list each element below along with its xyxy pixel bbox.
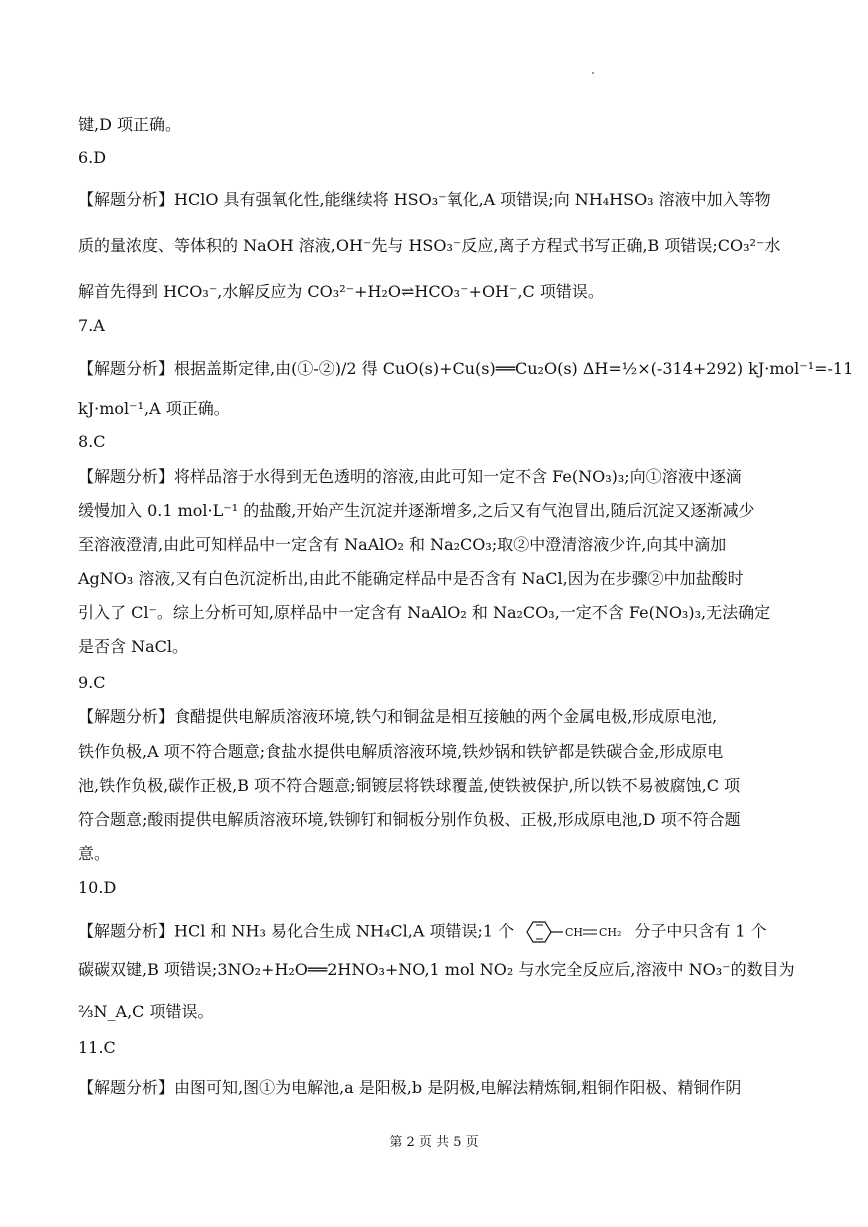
analysis-line: 是否含 NaCl。	[78, 637, 188, 656]
analysis-line: 质的量浓度、等体积的 NaOH 溶液,OH⁻先与 HSO₃⁻反应,离子方程式书写正确,B 项错误;CO₃²⁻水	[78, 236, 781, 255]
text-line: 键,D 项正确。	[78, 115, 182, 134]
question-answer: 10.D	[78, 878, 117, 897]
question-answer: 8.C	[78, 432, 106, 451]
analysis-text: 分子中只含有 1 个	[634, 921, 767, 941]
analysis-line: 【解题分析】根据盖斯定律,由(①-②)/2 得 CuO(s)+Cu(s)══Cu₂O(s) ΔH=½×(-314+292) kJ·mol⁻¹=-11	[78, 359, 854, 378]
scan-dot	[592, 72, 594, 74]
analysis-line: 解首先得到 HCO₃⁻,水解反应为 CO₃²⁻+H₂O⇌HCO₃⁻+OH⁻,C 项错误。	[78, 282, 604, 301]
question-answer: 9.C	[78, 673, 106, 692]
analysis-line	[78, 917, 798, 947]
page-footer: 第 2 页 共 5 页	[389, 1135, 479, 1150]
analysis-line: 缓慢加入 0.1 mol·L⁻¹ 的盐酸,开始产生沉淀并逐渐增多,之后又有气泡冒出,随后沉淀又逐渐减少	[78, 501, 755, 520]
analysis-line: AgNO₃ 溶液,又有白色沉淀析出,由此不能确定样品中是否含有 NaCl,因为在步骤②中加盐酸时	[78, 569, 744, 588]
analysis-line: 至溶液澄清,由此可知样品中一定含有 NaAlO₂ 和 Na₂CO₃;取②中澄清溶液少许,向其中滴加	[78, 535, 727, 554]
molecule-label-ch: CH	[565, 926, 584, 939]
analysis-text: 【解题分析】HCl 和 NH₃ 易化合生成 NH₄Cl,A 项错误;1 个	[78, 921, 515, 941]
styrene-structure-icon	[519, 917, 629, 947]
analysis-line: 【解题分析】HClO 具有强氧化性,能继续将 HSO₃⁻氧化,A 项错误;向 NH₄HSO₃ 溶液中加入等物	[78, 190, 771, 209]
analysis-line: 意。	[78, 844, 111, 863]
analysis-line: 符合题意;酸雨提供电解质溶液环境,铁铆钉和铜板分别作负极、正极,形成原电池,D 项不符合题	[78, 810, 741, 829]
analysis-line: 【解题分析】食醋提供电解质溶液环境,铁勺和铜盆是相互接触的两个金属电极,形成原电池,	[78, 707, 718, 726]
analysis-line: 【解题分析】由图可知,图①为电解池,a 是阳极,b 是阴极,电解法精炼铜,粗铜作阳极、精铜作阴	[78, 1078, 742, 1097]
question-answer: 11.C	[78, 1038, 116, 1057]
analysis-line: 【解题分析】将样品溶于水得到无色透明的溶液,由此可知一定不含 Fe(NO₃)₃;向①溶液中逐滴	[78, 467, 742, 486]
question-answer: 7.A	[78, 316, 105, 335]
analysis-line: kJ·mol⁻¹,A 项正确。	[78, 399, 230, 418]
question-answer: 6.D	[78, 148, 107, 167]
analysis-line: 引入了 Cl⁻。综上分析可知,原样品中一定含有 NaAlO₂ 和 Na₂CO₃,一定不含 Fe(NO₃)₃,无法确定	[78, 603, 771, 622]
analysis-line: 碳碳双键,B 项错误;3NO₂+H₂O══2HNO₃+NO,1 mol NO₂ 与水完全反应后,溶液中 NO₃⁻的数目为	[78, 960, 795, 979]
analysis-line: 铁作负极,A 项不符合题意;食盐水提供电解质溶液环境,铁炒锅和铁铲都是铁碳合金,形成原电	[78, 742, 724, 761]
analysis-line: ⅔N_A,C 项错误。	[78, 1002, 214, 1021]
analysis-line: 池,铁作负极,碳作正极,B 项不符合题意;铜镀层将铁球覆盖,使铁被保护,所以铁不易被腐蚀,C 项	[78, 776, 741, 795]
molecule-label-ch2: CH₂	[599, 926, 622, 939]
